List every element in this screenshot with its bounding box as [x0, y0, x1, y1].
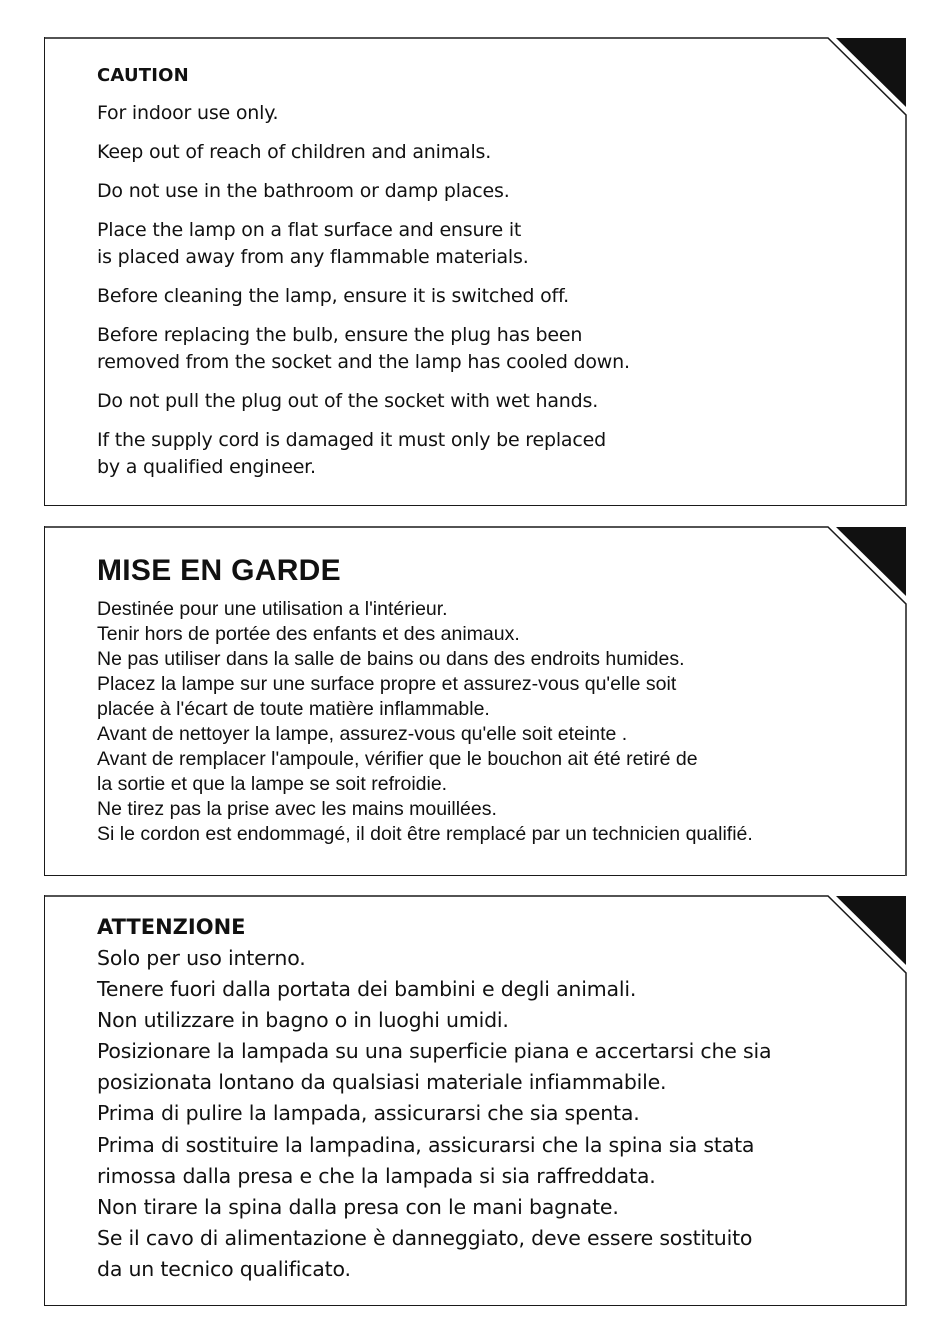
warning-line: Do not pull the plug out of the socket with wet hands.: [97, 390, 599, 412]
warning-line: Se il cavo di alimentazione è danneggiato, deve essere sostituito: [97, 1225, 753, 1250]
warning-line: Non utilizzare in bagno o in luoghi umidi.: [97, 1008, 509, 1033]
panel-content: [97, 913, 865, 1285]
warning-line: Ne pas utiliser dans la salle de bains ou dans des endroits humides.: [97, 648, 685, 670]
warning-line: Avant de remplacer l'ampoule, vérifier que le bouchon ait été retiré de: [97, 748, 698, 770]
panel-title: MISE EN GARDE: [97, 554, 341, 587]
warning-list: [97, 597, 865, 847]
warning-line: For indoor use only.: [97, 102, 279, 124]
warning-line: Placez la lampe sur une surface propre et assurez-vous qu'elle soit: [97, 673, 677, 695]
warning-line: Tenere fuori dalla portata dei bambini e degli animali.: [97, 977, 637, 1002]
warning-line: Before cleaning the lamp, ensure it is switched off.: [97, 285, 569, 307]
warning-line: Avant de nettoyer la lampe, assurez-vous qu'elle soit eteinte .: [97, 723, 628, 745]
panel-content: [97, 554, 865, 847]
warning-line: Do not use in the bathroom or damp places.: [97, 180, 510, 202]
warning-line: rimossa dalla presa e che la lampada si sia raffreddata.: [97, 1163, 656, 1188]
panel-title: CAUTION: [97, 65, 189, 86]
caution-panel-italian: [44, 895, 905, 1306]
warning-line: Ne tirez pas la prise avec les mains mouillées.: [97, 798, 497, 820]
warning-line: la sortie et que la lampe se soit refroidie.: [97, 773, 448, 795]
warning-line: Prima di sostituire la lampadina, assicurarsi che la spina sia stata: [97, 1132, 755, 1157]
warning-line: Solo per uso interno.: [97, 946, 306, 970]
warning-line: Keep out of reach of children and animals.: [97, 141, 492, 163]
warning-line: Before replacing the bulb, ensure the plug has been removed from the socket and the lamp has cooled down.: [97, 324, 630, 373]
warning-line: da un tecnico qualificato.: [97, 1256, 351, 1281]
warning-list: [97, 943, 865, 1285]
caution-panel-french: [44, 526, 905, 876]
warning-line: If the supply cord is damaged it must only be replaced by a qualified engineer.: [97, 429, 606, 478]
warning-line: Prima di pulire la lampada, assicurarsi che sia spenta.: [97, 1101, 640, 1126]
warning-line: Si le cordon est endommagé, il doit être remplacé par un technicien qualifié.: [97, 823, 753, 845]
warning-line: Non tirare la spina dalla presa con le mani bagnate.: [97, 1194, 619, 1219]
warning-line: placée à l'écart de toute matière inflammable.: [97, 698, 490, 720]
caution-panel-english: [44, 37, 905, 506]
warning-line: Posizionare la lampada su una superficie piana e accertarsi che sia: [97, 1039, 772, 1064]
panel-title: ATTENZIONE: [97, 915, 246, 939]
warning-line: posizionata lontano da qualsiasi materiale infiammabile.: [97, 1070, 667, 1095]
panel-content: [97, 65, 865, 493]
warning-list: [97, 100, 865, 481]
warning-line: Tenir hors de portée des enfants et des animaux.: [97, 623, 520, 645]
warning-line: Place the lamp on a flat surface and ensure it is placed away from any flammable materials.: [97, 219, 529, 268]
warning-line: Destinée pour une utilisation a l'intérieur.: [97, 598, 448, 620]
